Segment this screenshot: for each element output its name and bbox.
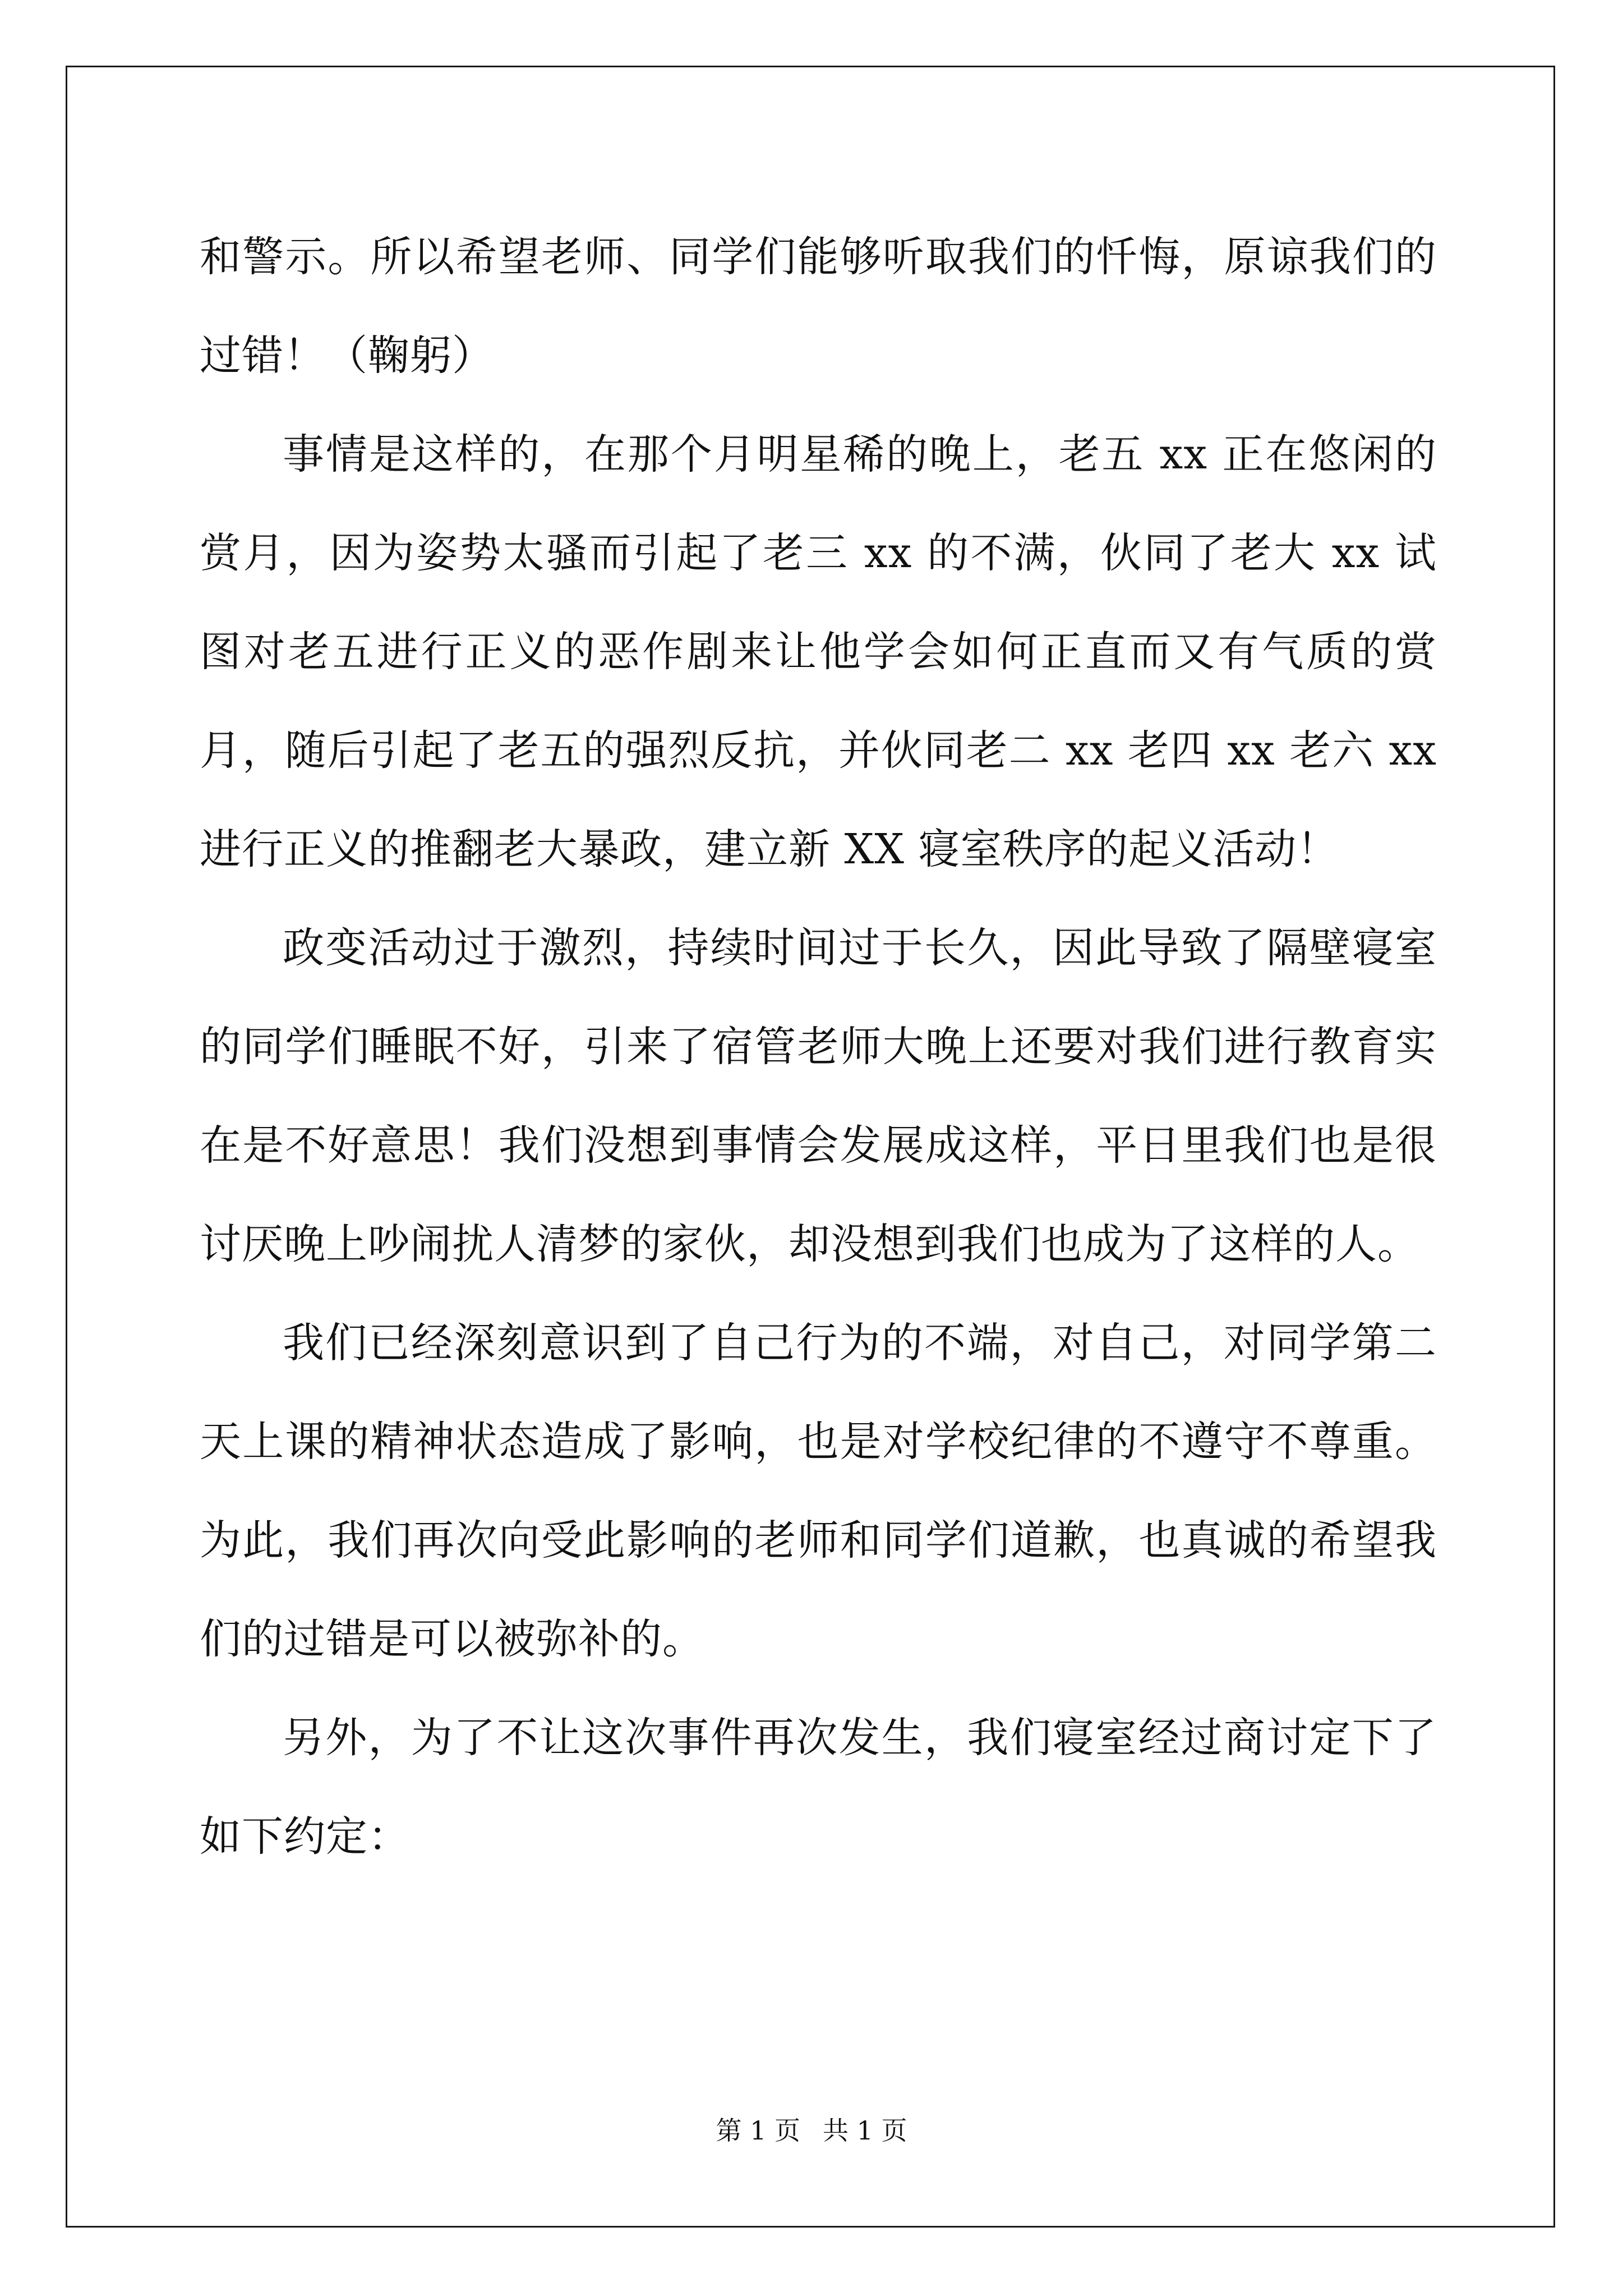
paragraph-4: 我们已经深刻意识到了自己行为的不端，对自己，对同学第二天上课的精神状态造成了影响，也是对学校纪律的不遵守不尊重。为此，我们再次向受此影响的老师和同学们道歉，也真诚的希望我们的过错是可以被弥补的。 [200, 1319, 1437, 1663]
page-number-total: 共 1 页 [823, 2115, 907, 2146]
page-footer [0, 2110, 1623, 2147]
page-number-current: 第 1 页 [716, 2115, 800, 2146]
document-body [200, 208, 1437, 1886]
paragraph-3: 政变活动过于激烈，持续时间过于长久，因此导致了隔壁寝室的同学们睡眠不好，引来了宿管老师大晚上还要对我们进行教育实在是不好意思！我们没想到事情会发展成这样，平日里我们也是很讨厌晚上吵闹扰人清梦的家伙，却没想到我们也成为了这样的人。 [200, 924, 1437, 1268]
paragraph-2: 事情是这样的，在那个月明星稀的晚上，老五 xx 正在悠闲的赏月，因为姿势太骚而引起了老三 xx 的不满，伙同了老大 xx 试图对老五进行正义的恶作剧来让他学会如何正直而又有气质的赏月，随后引起了老五的强烈反抗，并伙同老二 xx 老四 xx 老六 xx 进行正义的推翻老大暴政，建立新 XX 寝室秩序的起义活动！ [200, 430, 1437, 873]
paragraph-1: 和警示。所以希望老师、同学们能够听取我们的忏悔，原谅我们的过错！（鞠躬） [200, 233, 1437, 380]
paragraph-5: 另外，为了不让这次事件再次发生，我们寝室经过商讨定下了如下约定： [200, 1714, 1437, 1861]
